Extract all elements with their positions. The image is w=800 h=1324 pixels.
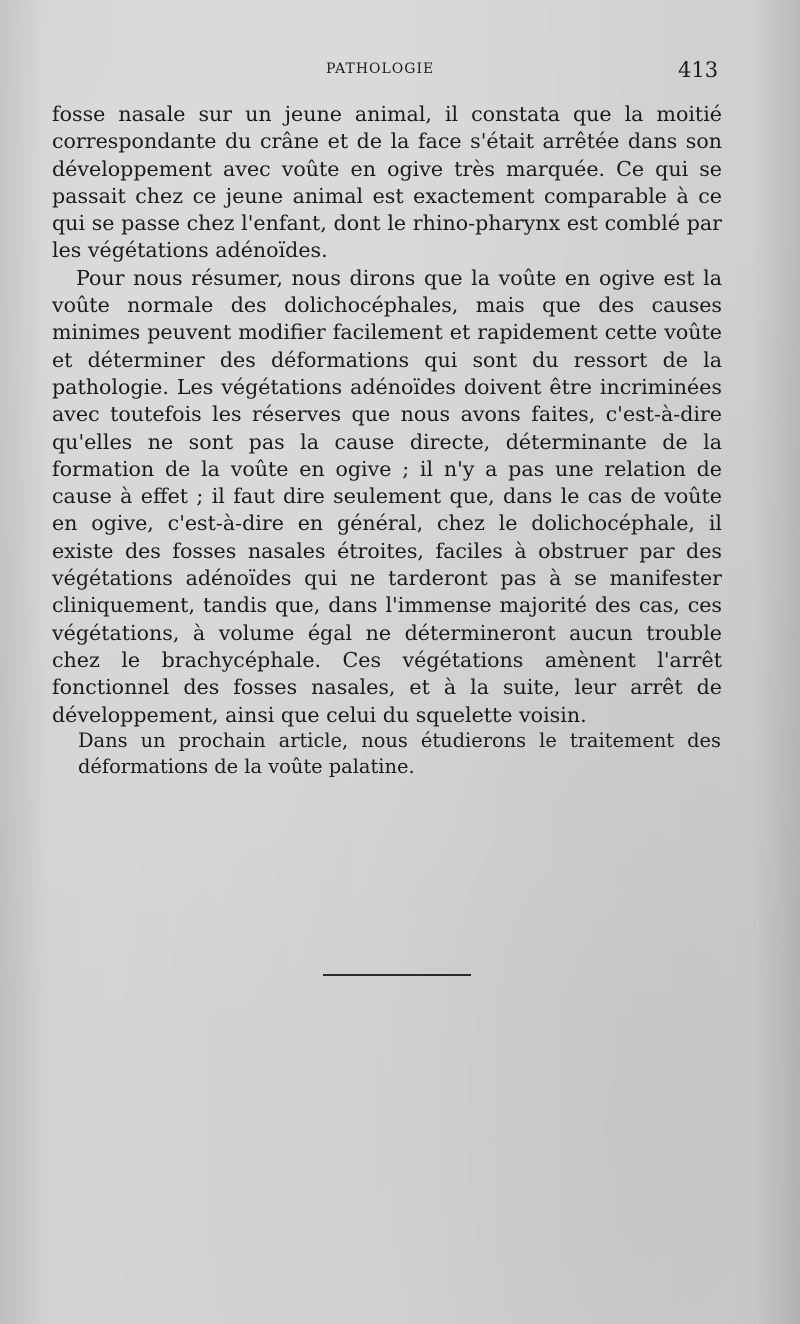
paragraph-summary: Pour nous résumer, nous dirons que la voûte en ogive est la voûte normale des dolichocéphales, mais que des causes minimes peuvent modifier facilement et rapidement cette voûte et déterminer des déformations qui sont du ressort de la pathologie. Les végétations adénoïdes doivent être incriminées avec toutefois les réserves que nous avons faites, c'est-à-dire qu'elles ne sont pas la cause directe, déterminante de la formation de la voûte en ogive ; il n'y a pas une relation de cause à effet ; il faut dire seulement que, dans le cas de voûte en ogive, c'est-à-dire en général, chez le dolichocéphale, il existe des fosses nasales étroites, faciles à obstruer par des végétations adénoïdes qui ne tarderont pas à se manifester cliniquement, tandis que, dans l'immense majorité des cas, ces végétations, à volume égal ne détermineront aucun trouble chez le brachycéphale. Ces végétations amènent l'arrêt fonctionnel des fosses nasales, et à la suite, leur arrêt de développement, ainsi que celui du squelette voisin. [52, 265, 722, 727]
running-title: PATHOLOGIE [326, 61, 435, 77]
running-head [0, 58, 800, 84]
closing-note [78, 728, 721, 780]
end-of-article-rule [323, 974, 471, 976]
page-number: 413 [678, 58, 719, 82]
body-text [52, 101, 722, 729]
closing-note-text: Dans un prochain article, nous étudierons le traitement des déformations de la voûte palatine. [78, 729, 721, 778]
paragraph-continuation: fosse nasale sur un jeune animal, il constata que la moitié correspondante du crâne et de la face s'était arrêtée dans son développement avec voûte en ogive très marquée. Ce qui se passait chez ce jeune animal est exactement comparable à ce qui se passe chez l'enfant, dont le rhino-pharynx est comblé par les végétations adénoïdes. [52, 102, 722, 263]
